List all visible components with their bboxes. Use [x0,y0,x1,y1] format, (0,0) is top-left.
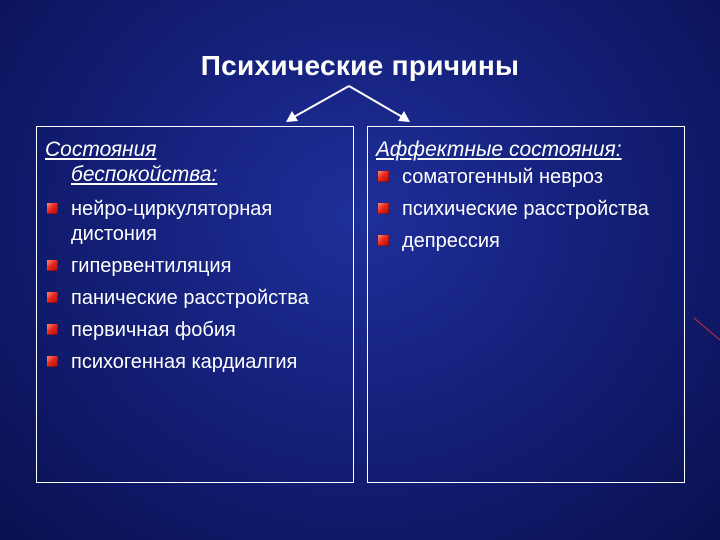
list-item-text: панические расстройства [71,287,309,309]
bullet-icon [378,171,389,182]
list-item-text: гипервентиляция [71,255,232,277]
arrow-left-line [292,86,349,118]
anxiety-states-heading [45,137,345,187]
affective-states-list [376,165,676,261]
anxiety-states-box [36,126,354,483]
bullet-icon [47,260,58,271]
slide-title: Психические причины [200,50,520,81]
anxiety-heading-line2: беспокойства: [71,163,218,186]
arrow-right-head [398,111,410,122]
list-item [376,229,676,254]
list-item-text: психогенная кардиалгия [71,351,298,373]
anxiety-states-list [45,197,345,382]
affective-states-heading: Аффектные состояния: [376,138,622,161]
list-item-text: психические расстройства [402,198,649,220]
list-item [45,254,345,279]
bullet-icon [378,203,389,214]
bullet-icon [47,203,58,214]
list-item-text: депрессия [402,230,500,252]
bullet-icon [47,324,58,335]
list-item [376,197,676,222]
anxiety-heading-line1: Состояния [45,138,157,161]
bullet-icon [378,235,389,246]
affective-states-box [367,126,685,483]
arrow-left-head [286,111,298,122]
list-item-text: соматогенный невроз [402,166,603,188]
list-item [45,318,345,343]
decorative-line [690,300,720,360]
list-item-text: первичная фобия [71,319,236,341]
bullet-icon [47,292,58,303]
list-item [376,165,676,190]
bullet-icon [47,356,58,367]
list-item [45,286,345,311]
list-item [45,350,345,375]
list-item [45,197,345,247]
arrow-right-line [349,86,404,118]
list-item-text: нейро-циркуляторная дистония [71,198,273,245]
